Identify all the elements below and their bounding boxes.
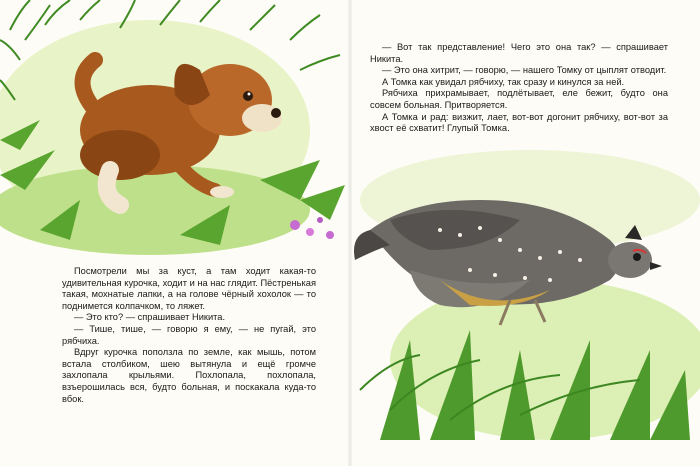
paragraph: А Томка и рад: визжит, лает, вот-вот догонит рябчиху, вот-вот за хвост её схватит! Глупый Томка. [370,111,668,134]
paragraph: — Это она хитрит, — говорю, — нашего Томку от цыплят отводит. [382,65,667,76]
paragraph: — Это кто? — спрашивает Никита. [74,312,226,323]
paragraph: — Тише, тише, — говорю я ему, — не пугай, это рябчиха. [62,323,316,346]
paragraph: Рябчиха прихрамывает, подлётывает, еле бежит, будто она совсем больная. Притворяется. [370,88,668,110]
paragraph: Вдруг курочка поползла по земле, как мышь, потом встала столбиком, шею вытянула и ещё громче захлопала крыльями. Похлопала, похлопала, взъерошилась вся, будто больная, и поскакала куда-то вбок. [62,347,316,404]
right-page-text [370,42,668,135]
spaniel-puppy-illustration [0,0,350,260]
paragraph: — Вот так представление! Чего это она так? — спрашивает Никита. [370,42,668,64]
paragraph: Посмотрели мы за куст, а там ходит какая-то удивительная курочка, ходит и на нас глядит. Пёстренькая такая, мохнатые лапки, а на голове чёрный хохолок — то поднимется колпачком, то ляжет. [62,266,316,311]
paragraph: А Томка как увидал рябчиху, так сразу и кинулся за ней. [382,76,625,87]
left-page-text [62,266,316,405]
right-page [350,0,700,466]
grouse-bird-illustration [350,140,700,440]
